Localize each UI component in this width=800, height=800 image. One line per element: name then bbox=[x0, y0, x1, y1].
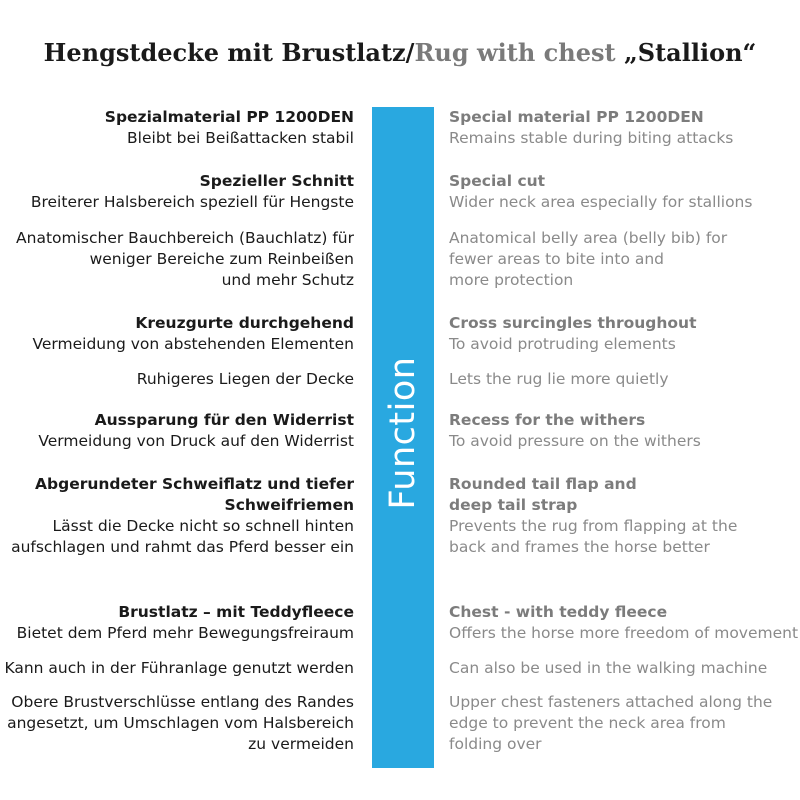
feature-text: folding over bbox=[449, 735, 542, 753]
feature-text: Ruhigeres Liegen der Decke bbox=[136, 370, 354, 388]
feature-heading: Chest - with teddy fleece bbox=[449, 603, 668, 621]
english-feature-block bbox=[449, 410, 794, 452]
feature-text: Bietet dem Pferd mehr Bewegungsfreiraum bbox=[16, 624, 354, 642]
page-title bbox=[0, 38, 800, 67]
german-feature-block bbox=[0, 658, 354, 679]
german-feature-block bbox=[0, 410, 354, 452]
english-feature-block bbox=[449, 602, 799, 644]
feature-text: Offers the horse more freedom of movement bbox=[449, 624, 799, 642]
feature-heading: Spezialmaterial PP 1200DEN bbox=[104, 108, 354, 126]
english-feature-block bbox=[449, 692, 794, 755]
german-feature-block bbox=[0, 171, 354, 213]
feature-text: Lässt die Decke nicht so schnell hinten bbox=[52, 517, 354, 535]
feature-text: Obere Brustverschlüsse entlang des Randes bbox=[11, 693, 354, 711]
feature-heading: Special material PP 1200DEN bbox=[449, 108, 704, 126]
english-feature-block bbox=[449, 369, 794, 390]
feature-heading: Recess for the withers bbox=[449, 411, 646, 429]
german-feature-block bbox=[0, 313, 354, 355]
feature-text: back and frames the horse better bbox=[449, 538, 710, 556]
title-product-name: „Stallion“ bbox=[623, 38, 757, 67]
title-german: Hengstdecke mit Brustlatz/ bbox=[43, 38, 415, 67]
feature-text: Remains stable during biting attacks bbox=[449, 129, 734, 147]
feature-heading: Schweifriemen bbox=[224, 496, 354, 514]
feature-text: Anatomical belly area (belly bib) for bbox=[449, 229, 728, 247]
feature-text: Vermeidung von abstehenden Elementen bbox=[32, 335, 354, 353]
feature-text: Wider neck area especially for stallions bbox=[449, 193, 753, 211]
feature-text: fewer areas to bite into and bbox=[449, 250, 665, 268]
feature-heading: Spezieller Schnitt bbox=[199, 172, 354, 190]
feature-text: und mehr Schutz bbox=[221, 271, 354, 289]
feature-heading: Rounded tail flap and bbox=[449, 475, 637, 493]
feature-heading: Brustlatz – mit Teddyfleece bbox=[118, 603, 354, 621]
feature-text: Anatomischer Bauchbereich (Bauchlatz) für bbox=[16, 229, 354, 247]
english-feature-block bbox=[449, 228, 794, 291]
english-feature-block bbox=[449, 658, 794, 679]
feature-text: more protection bbox=[449, 271, 574, 289]
german-feature-block bbox=[0, 228, 354, 291]
feature-heading: deep tail strap bbox=[449, 496, 578, 514]
feature-text: To avoid pressure on the withers bbox=[449, 432, 701, 450]
feature-text: aufschlagen und rahmt das Pferd besser ein bbox=[11, 538, 354, 556]
german-feature-block bbox=[0, 107, 354, 149]
feature-heading: Special cut bbox=[449, 172, 546, 190]
feature-heading: Kreuzgurte durchgehend bbox=[135, 314, 354, 332]
german-feature-block bbox=[0, 692, 354, 755]
feature-heading: Abgerundeter Schweiflatz und tiefer bbox=[35, 475, 354, 493]
feature-text: edge to prevent the neck area from bbox=[449, 714, 726, 732]
german-feature-block bbox=[0, 474, 354, 558]
feature-text: Upper chest fasteners attached along the bbox=[449, 693, 773, 711]
feature-text: Vermeidung von Druck auf den Widerrist bbox=[38, 432, 354, 450]
feature-text: angesetzt, um Umschlagen vom Halsbereich bbox=[7, 714, 354, 732]
feature-text: Can also be used in the walking machine bbox=[449, 659, 768, 677]
feature-text: Breiterer Halsbereich speziell für Hengste bbox=[30, 193, 354, 211]
english-feature-block bbox=[449, 171, 794, 213]
function-bar-label: Function bbox=[383, 356, 423, 510]
feature-text: To avoid protruding elements bbox=[449, 335, 676, 353]
feature-text: zu vermeiden bbox=[248, 735, 354, 753]
english-feature-block bbox=[449, 474, 794, 558]
feature-heading: Aussparung für den Widerrist bbox=[94, 411, 354, 429]
feature-text: Kann auch in der Führanlage genutzt werden bbox=[4, 659, 354, 677]
title-english: Rug with chest bbox=[414, 38, 624, 67]
feature-heading: Cross surcingles throughout bbox=[449, 314, 697, 332]
german-feature-block bbox=[0, 369, 354, 390]
english-feature-block bbox=[449, 313, 794, 355]
feature-text: weniger Bereiche zum Reinbeißen bbox=[89, 250, 354, 268]
feature-text: Bleibt bei Beißattacken stabil bbox=[127, 129, 354, 147]
feature-text: Prevents the rug from flapping at the bbox=[449, 517, 738, 535]
english-feature-block bbox=[449, 107, 794, 149]
feature-text: Lets the rug lie more quietly bbox=[449, 370, 669, 388]
german-feature-block bbox=[0, 602, 354, 644]
